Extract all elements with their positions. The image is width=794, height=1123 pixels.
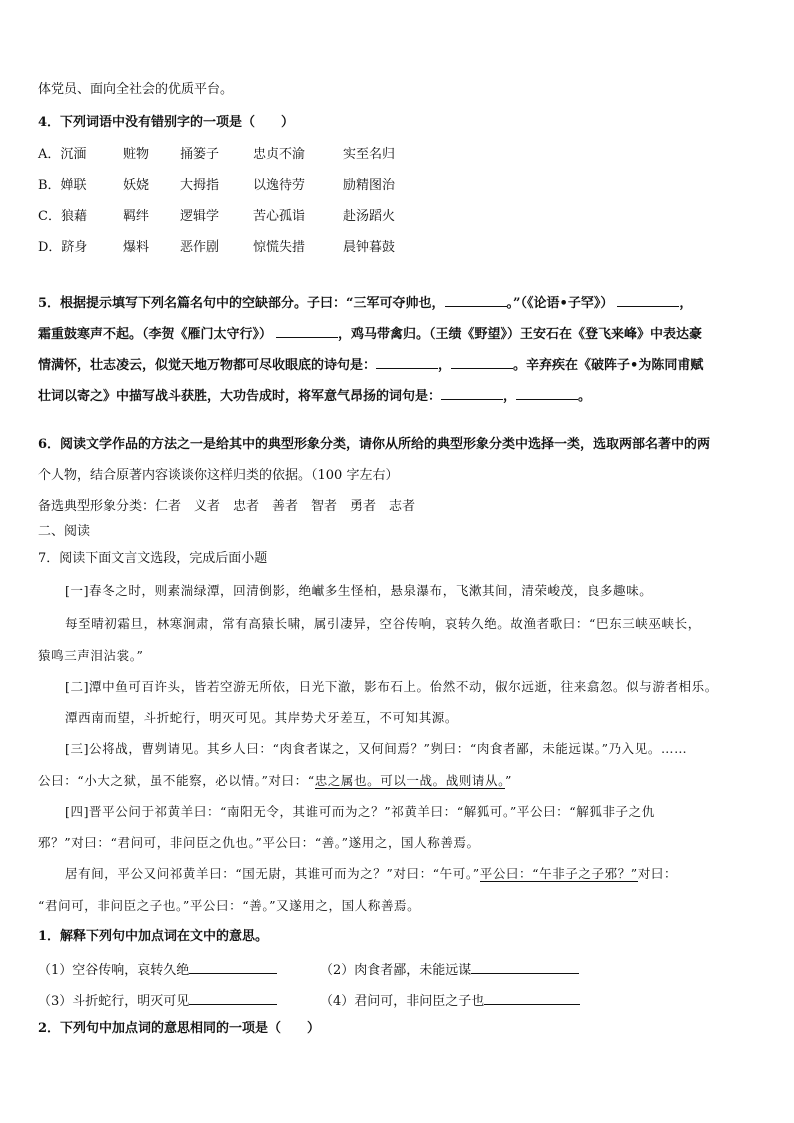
underlined-sentence: 忠之属也。可以一战。战则请从。	[314, 773, 505, 788]
answer-blank[interactable]	[189, 960, 277, 974]
item-text: （4）君问可，非问臣之子也	[320, 994, 485, 1009]
passage-line: “君问可，非问臣之子也。”平公曰：“善。”又遂用之，国人称善焉。	[38, 898, 421, 913]
answer-blank[interactable]	[441, 386, 503, 400]
answer-blank[interactable]	[516, 386, 578, 400]
option-word: 捅篓子	[180, 147, 220, 162]
q5-line-3	[38, 355, 703, 374]
passage-text: 对曰：	[637, 866, 678, 881]
underlined-sentence: 平公曰：“午非子之子邪？”	[479, 866, 638, 881]
passage-line: [一]春冬之时，则素湍绿潭，回清倒影，绝𪩘多生怪柏，悬泉瀑布，飞漱其间，清荣峻茂，良多趣味。	[65, 583, 653, 598]
answer-blank[interactable]	[445, 293, 507, 307]
passage-text: 公曰：“小大之狱，虽不能察，必以情。”对曰：“	[38, 773, 315, 788]
q5-text: 霜重鼓寒声不起。（李贺《雁门太守行》）	[38, 327, 273, 342]
option-word: 爆料	[123, 240, 150, 255]
item-text: （1）空谷传响，哀转久绝	[38, 963, 190, 978]
q5-line-2	[38, 324, 702, 343]
q5-text: 情满怀，壮志凌云，似觉天地万物都可尽收眼底的诗句是：	[38, 358, 377, 373]
q5-line-1	[38, 293, 692, 312]
q5-text: 壮词以寄之》中描写战斗获胜，大功告成时，将军意气昂扬的词句是：	[38, 389, 442, 404]
option-label: C．狼藉	[38, 209, 87, 224]
q5-text: ，	[438, 358, 452, 373]
q5-text: ，鸡马带禽归。（王绩《野望》）王安石在《登飞来峰》中表达豪	[338, 327, 703, 342]
option-label: A．沉湎	[38, 147, 87, 162]
answer-blank[interactable]	[484, 991, 580, 1005]
option-word: 以逸待劳	[253, 178, 306, 193]
passage-line	[38, 773, 512, 789]
passage-line: [三]公将战，曹刿请见。其乡人曰：“肉食者谋之，又何间焉？”刿曰：“肉食者鄙，未能远谋。”乃入见。……	[65, 741, 688, 756]
option-word: 惊慌失措	[253, 240, 306, 255]
passage-line: [四]晋平公问于祁黄羊曰：“南阳无令，其谁可而为之？”祁黄羊曰：“解狐可。”平公曰：“解狐非子之仇	[65, 804, 655, 819]
option-word: 实至名归	[343, 147, 396, 162]
option-label: D．跻身	[38, 240, 88, 255]
q5-text: 。”（《论语•子罕》）	[506, 296, 614, 311]
intro-text-line: 体党员、面向全社会的优质平台。	[38, 82, 234, 97]
option-word: 赴汤蹈火	[343, 209, 396, 224]
answer-blank[interactable]	[276, 324, 338, 338]
section-heading: 二、阅读	[38, 524, 91, 539]
item-text: （3）斗折蛇行，明灭可见	[38, 994, 190, 1009]
option-word: 羁绊	[123, 209, 150, 224]
passage-line: 潭西南而望，斗折蛇行，明灭可见。其岸势犬牙差互，不可知其源。	[65, 710, 459, 725]
answer-blank[interactable]	[451, 355, 513, 369]
answer-blank[interactable]	[617, 293, 679, 307]
q5-text: 。	[578, 389, 592, 404]
q7-stem: 7．阅读下面文言文选段，完成后面小题	[38, 551, 268, 566]
option-word: 逻辑学	[180, 209, 220, 224]
option-word: 妖娆	[123, 178, 150, 193]
option-word: 赃物	[123, 147, 150, 162]
passage-line: 猿鸣三声泪沾裳。”	[38, 648, 144, 663]
sub1-item-4	[320, 991, 580, 1010]
option-word: 忠贞不渝	[253, 147, 306, 162]
option-word: 励精图治	[343, 178, 396, 193]
sub1-item-3	[38, 991, 277, 1010]
q6-line-3: 备选典型形象分类：仁者 义者 忠者 善者 智者 勇者 志者	[38, 499, 416, 514]
option-label: B．婵联	[38, 178, 87, 193]
answer-blank[interactable]	[189, 991, 277, 1005]
q5-line-4	[38, 386, 591, 405]
sub2-stem: 2．下列句中加点词的意思相同的一项是（ ）	[38, 1021, 321, 1036]
option-word: 大拇指	[180, 178, 220, 193]
q5-text: ，	[503, 389, 517, 404]
sub1-item-1	[38, 960, 277, 979]
option-word: 恶作剧	[180, 240, 220, 255]
q5-text: ，	[679, 296, 693, 311]
option-word: 苦心孤诣	[253, 209, 306, 224]
sub1-item-2	[320, 960, 579, 979]
passage-line	[65, 866, 677, 882]
q5-text: 。辛弃疾在《破阵子•为陈同甫赋	[513, 358, 704, 373]
q6-line-1: 6．阅读文学作品的方法之一是给其中的典型形象分类，请你从所给的典型形象分类中选择一类，选取两部名著中的两	[38, 437, 711, 452]
item-text: （2）肉食者鄙，未能远谋	[320, 963, 472, 978]
q5-text: 5．根据提示填写下列名篇名句中的空缺部分。子曰：“三军可夺帅也，	[38, 296, 445, 311]
passage-text: 居有间，平公又问祁黄羊曰：“国无尉，其谁可而为之？”对曰：“午可。”	[65, 866, 480, 881]
answer-blank[interactable]	[376, 355, 438, 369]
q6-line-2: 个人物，结合原著内容谈谈你这样归类的依据。（100 字左右）	[38, 468, 399, 483]
q4-stem: 4．下列词语中没有错别字的一项是（ ）	[38, 115, 295, 130]
passage-line: 邪？”对曰：“君问可，非问臣之仇也。”平公曰：“善。”遂用之，国人称善焉。	[38, 835, 480, 850]
passage-line: 每至晴初霜旦，林寒涧肃，常有高猿长啸，属引凄异，空谷传响，哀转久绝。故渔者歌曰：“巴东三峡巫峡长，	[65, 616, 701, 631]
passage-line: [二]潭中鱼可百许头，皆若空游无所依，日光下澈，影布石上。佁然不动，俶尔远逝，往来翕忽。似与游者相乐。	[65, 679, 718, 694]
sub1-stem: 1．解释下列句中加点词在文中的意思。	[38, 929, 269, 944]
answer-blank[interactable]	[471, 960, 579, 974]
option-word: 晨钟暮鼓	[343, 240, 396, 255]
passage-text: ”	[505, 773, 512, 788]
